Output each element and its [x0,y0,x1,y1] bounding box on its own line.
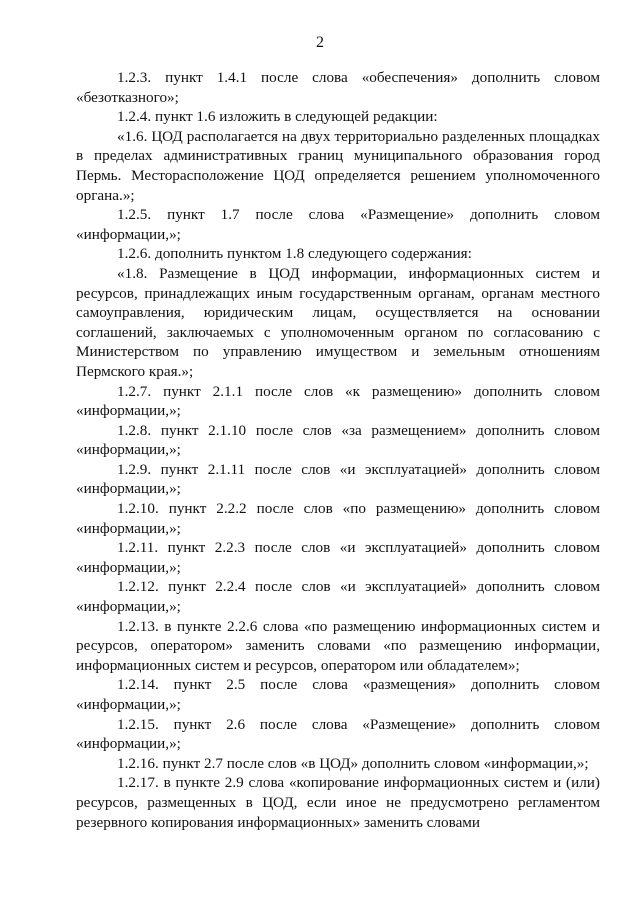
paragraph-1-2-17: 1.2.17. в пункте 2.9 слова «копирование информационных систем и (или) ресурсов, размещенных в ЦОД, если иное не предусмотрено регламентом резервного копирования информационных» заменить словами [76,774,600,831]
paragraph-1-2-6: 1.2.6. дополнить пунктом 1.8 следующего содержания: [117,245,472,263]
paragraph-1-2-5: 1.2.5. пункт 1.7 после слова «Размещение» дополнить словом «информации,»; [76,206,600,243]
page-number: 2 [316,34,324,51]
paragraph-quote-1-8: «1.8. Размещение в ЦОД информации, информационных систем и ресурсов, принадлежащих иным государственным органам, органам местного самоуправления, юридическим лицам, осуществляется на основании соглашений, заключаемых с уполномоченным органом по согласованию с Министерством по управлению имуществом и земельным отношениям Пермского края.»; [76,264,600,380]
paragraph-1-2-14: 1.2.14. пункт 2.5 после слова «размещения» дополнить словом «информации,»; [76,676,600,713]
paragraph-1-2-16: 1.2.16. пункт 2.7 после слов «в ЦОД» дополнить словом «информации,»; [117,754,589,772]
paragraph-1-2-9: 1.2.9. пункт 2.1.11 после слов «и эксплуатацией» дополнить словом «информации,»; [76,460,600,498]
paragraph-1-2-11: 1.2.11. пункт 2.2.3 после слов «и эксплуатацией» дополнить словом «информации,»; [76,539,600,576]
paragraph-1-2-12: 1.2.12. пункт 2.2.4 после слов «и эксплуатацией» дополнить словом «информации,»; [76,578,600,616]
paragraph-1-2-4: 1.2.4. пункт 1.6 изложить в следующей редакции: [117,108,438,126]
paragraph-quote-1-6: «1.6. ЦОД располагается на двух территориально разделенных площадках в пределах административных границ муниципального образования город Пермь. Месторасположение ЦОД определяется решением уполномоченного органа.»; [76,127,600,204]
paragraph-1-2-3: 1.2.3. пункт 1.4.1 после слова «обеспечения» дополнить словом «безотказного»; [76,69,600,106]
paragraph-1-2-7: 1.2.7. пункт 2.1.1 после слов «к размещению» дополнить словом «информации,»; [76,382,600,420]
paragraph-1-2-13: 1.2.13. в пункте 2.2.6 слова «по размещению информационных систем и ресурсов, оператором» заменить словами «по размещению информации, информационных систем и ресурсов, оператором или обладателем»; [76,617,600,674]
document-body [76,68,600,832]
paragraph-1-2-10: 1.2.10. пункт 2.2.2 после слов «по размещению» дополнить словом «информации,»; [76,500,600,537]
paragraph-1-2-15: 1.2.15. пункт 2.6 после слова «Размещение» дополнить словом «информации,»; [76,715,600,753]
paragraph-1-2-8: 1.2.8. пункт 2.1.10 после слов «за размещением» дополнить словом «информации,»; [76,421,600,459]
